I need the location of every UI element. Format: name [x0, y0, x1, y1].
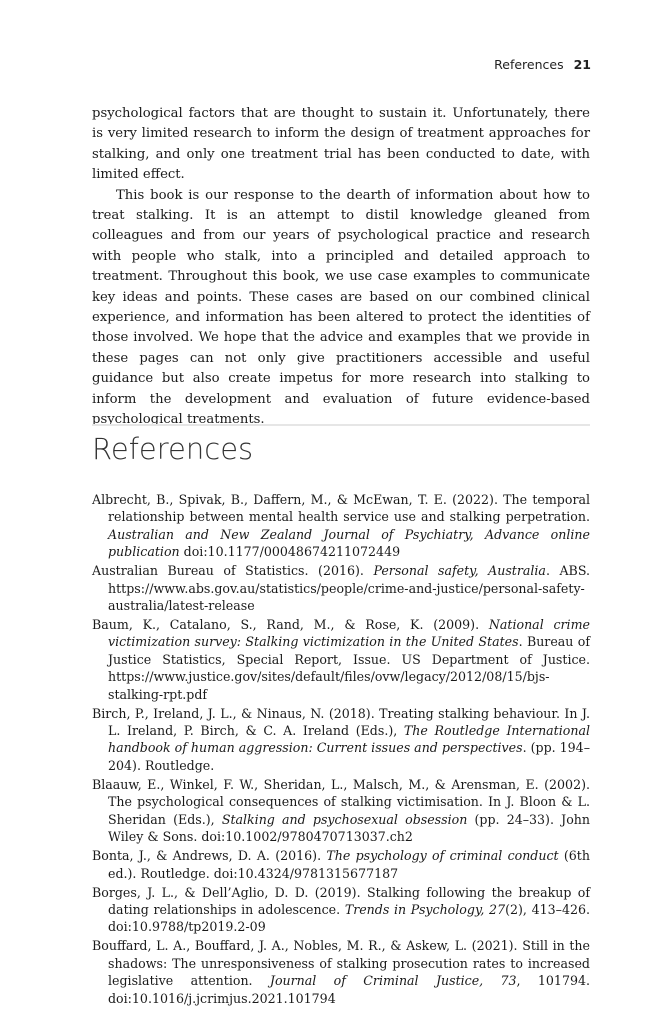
reference-item [92, 562, 590, 614]
page-number: 21 [573, 57, 591, 72]
references-heading: References [92, 432, 254, 466]
reference-text: Baum, K., Catalano, S., Rand, M., & Rose, K. (2009). [92, 617, 489, 633]
reference-text: . Bureau of Justice Statistics, Special Report, Issue. US Department of Justice. https://www.justice.gov/sites/default/files/ovw/legacy/2012/08/15/bjs-stalking-rpt.pdf [108, 634, 590, 702]
reference-text: Birch, P., Ireland, J. L., & Ninaus, N. (2018). Treating stalking behaviour. In J. L. Ireland, P. Birch, & C. A. Ireland (Eds.), [92, 705, 590, 739]
reference-title: The psychology of criminal conduct [326, 848, 559, 864]
running-head [494, 57, 591, 72]
reference-title: Trends in Psychology, 27 [344, 901, 506, 917]
reference-title: Journal of Criminal Justice, 73 [269, 973, 517, 989]
reference-title: National crime victimization survey: Stalking victimization in the United States [108, 617, 590, 650]
reference-item [92, 491, 590, 561]
reference-item [92, 705, 590, 775]
reference-item [92, 776, 590, 846]
reference-text: Bonta, J., & Andrews, D. A. (2016). [92, 848, 327, 864]
reference-text: . ABS. https://www.abs.gov.au/statistics/people/crime-and-justice/personal-safety-australia/latest-release [108, 563, 590, 614]
reference-item [92, 847, 590, 882]
reference-title: The Routledge International handbook of human aggression: Current issues and perspectives [108, 723, 591, 756]
reference-title: Australian and New Zealand Journal of Psychiatry, Advance online publication [108, 526, 590, 560]
reference-item [92, 884, 590, 936]
reference-list [92, 491, 590, 1009]
reference-text: (6th ed.). Routledge. doi:10.4324/9781315677187 [108, 848, 590, 881]
body-paragraph: This book is our response to the dearth of information about how to treat stalking. It is an attempt to distil knowledge gleaned from colleagues and from our years of psychological practice and research with people who stalk, into a principled and detailed approach to treatment. Throughout this book, we use case examples to communicate key ideas and points. These cases are based on our combined clinical experience, and information has been altered to protect the identities of those involved. We hope that the advice and examples that we provide in these pages can not only give practitioners accessible and useful guidance but also create impetus for more research into stalking to inform the development and evaluation of future evidence-based psychological treatments. [92, 187, 590, 428]
reference-text: Albrecht, B., Spivak, B., Daffern, M., & McEwan, T. E. (2022). The temporal relationship between mental health service use and stalking perpetration. [92, 492, 590, 525]
reference-text: Blaauw, E., Winkel, F. W., Sheridan, L., Malsch, M., & Arensman, E. (2002). The psychological consequences of stalking victimisation. In J. Bloon & L. Sheridan (Eds.), [92, 776, 590, 827]
running-head-section: References [494, 57, 564, 72]
reference-item [92, 937, 590, 1007]
reference-text: (2), 413–426. doi:10.9788/tp2019.2-09 [108, 901, 590, 935]
reference-text: (pp. 24–33). John Wiley & Sons. doi:10.1002/9780470713037.ch2 [108, 811, 590, 845]
reference-text: . (pp. 194–204). Routledge. [108, 740, 590, 773]
reference-text: Australian Bureau of Statistics. (2016). [92, 563, 374, 579]
reference-title: Stalking and psychosexual obsession [221, 811, 468, 827]
reference-text: , 101794. doi:10.1016/j.jcrimjus.2021.101794 [108, 973, 590, 1006]
reference-item [92, 616, 590, 703]
body-text [92, 104, 590, 431]
reference-text: Bouffard, L. A., Bouffard, J. A., Nobles, M. R., & Askew, L. (2021). Still in the shadows: The unresponsiveness of stalking prosecution rates to increased legislative attention. [92, 938, 590, 989]
section-divider [92, 424, 590, 426]
reference-title: Personal safety, Australia [373, 563, 546, 579]
reference-text: doi:10.1177/00048674211072449 [179, 544, 401, 560]
body-paragraph: psychological factors that are thought to sustain it. Unfortunately, there is very limited research to inform the design of treatment approaches for stalking, and only one treatment trial has been conducted to date, with limited effect. [92, 106, 590, 183]
reference-text: Borges, J. L., & Dell’Aglio, D. D. (2019). Stalking following the breakup of dating relationships in adolescence. [92, 884, 590, 917]
